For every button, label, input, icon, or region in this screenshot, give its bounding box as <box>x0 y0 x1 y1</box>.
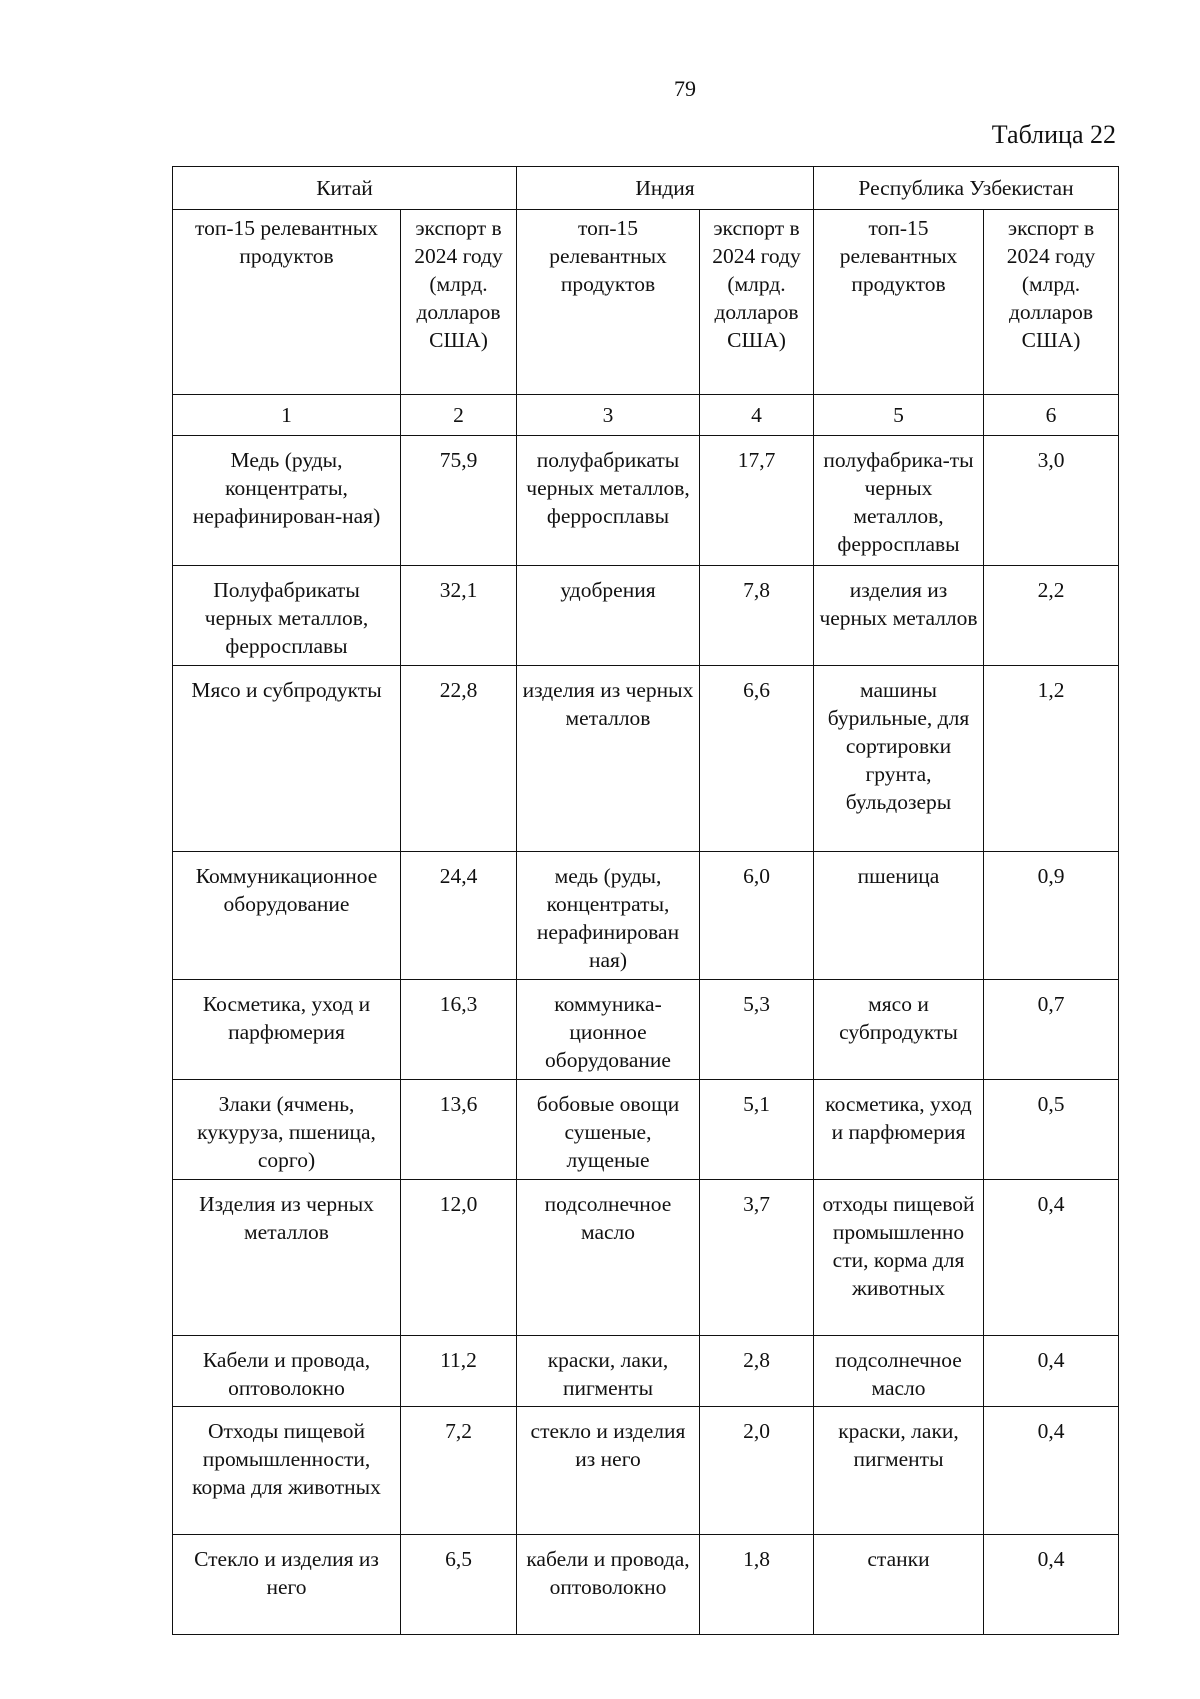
uzbekistan-value-cell: 1,2 <box>984 666 1119 852</box>
india-value-cell: 17,7 <box>700 436 814 566</box>
china-value-cell: 24,4 <box>401 852 517 980</box>
india-product-cell: полуфабрикаты черных металлов, ферросплавы <box>517 436 700 566</box>
china-value-cell: 75,9 <box>401 436 517 566</box>
china-product-cell: Изделия из черных металлов <box>173 1180 401 1336</box>
column-header-export: экспорт в 2024 году (млрд. долларов США) <box>984 210 1119 395</box>
india-value-cell: 1,8 <box>700 1535 814 1635</box>
table-row <box>173 1336 1119 1407</box>
column-number-row <box>173 395 1119 436</box>
uzbekistan-value-cell: 0,5 <box>984 1080 1119 1180</box>
china-product-cell: Мясо и субпродукты <box>173 666 401 852</box>
china-product-cell: Полуфабрикаты черных металлов, ферросплавы <box>173 566 401 666</box>
china-value-cell: 12,0 <box>401 1180 517 1336</box>
india-product-cell: стекло и изделия из него <box>517 1407 700 1535</box>
india-product-cell: кабели и провода, оптоволокно <box>517 1535 700 1635</box>
column-number: 2 <box>401 395 517 436</box>
india-product-cell: подсолнечное масло <box>517 1180 700 1336</box>
column-header-export: экспорт в 2024 году (млрд. долларов США) <box>700 210 814 395</box>
uzbekistan-product-cell: пшеница <box>814 852 984 980</box>
uzbekistan-product-cell: косметика, уход и парфюмерия <box>814 1080 984 1180</box>
uzbekistan-product-cell: станки <box>814 1535 984 1635</box>
india-value-cell: 2,8 <box>700 1336 814 1407</box>
india-product-cell: медь (руды, концентраты, нерафинирован ная) <box>517 852 700 980</box>
china-value-cell: 32,1 <box>401 566 517 666</box>
china-value-cell: 11,2 <box>401 1336 517 1407</box>
india-product-cell: краски, лаки, пигменты <box>517 1336 700 1407</box>
china-product-cell: Отходы пищевой промышленности, корма для животных <box>173 1407 401 1535</box>
page-number: 79 <box>674 76 696 101</box>
uzbekistan-value-cell: 0,4 <box>984 1180 1119 1336</box>
uzbekistan-product-cell: подсолнечное масло <box>814 1336 984 1407</box>
country-header-row <box>173 167 1119 210</box>
india-value-cell: 5,3 <box>700 980 814 1080</box>
table-row <box>173 666 1119 852</box>
china-product-cell: Кабели и провода, оптоволокно <box>173 1336 401 1407</box>
china-product-cell: Коммуникационное оборудование <box>173 852 401 980</box>
column-number: 5 <box>814 395 984 436</box>
export-table <box>172 166 1119 1635</box>
uzbekistan-value-cell: 2,2 <box>984 566 1119 666</box>
uzbekistan-product-cell: мясо и субпродукты <box>814 980 984 1080</box>
uzbekistan-product-cell: краски, лаки, пигменты <box>814 1407 984 1535</box>
column-number: 4 <box>700 395 814 436</box>
country-header-india: Индия <box>517 167 814 210</box>
column-header-products: топ-15 релевантных продуктов <box>173 210 401 395</box>
china-product-cell: Злаки (ячмень, кукуруза, пшеница, сорго) <box>173 1080 401 1180</box>
subheader-row <box>173 210 1119 395</box>
uzbekistan-value-cell: 3,0 <box>984 436 1119 566</box>
china-value-cell: 13,6 <box>401 1080 517 1180</box>
table-row <box>173 852 1119 980</box>
column-header-products: топ-15 релевантных продуктов <box>814 210 984 395</box>
column-header-export: экспорт в 2024 году (млрд. долларов США) <box>401 210 517 395</box>
column-number: 3 <box>517 395 700 436</box>
country-header-uzbekistan: Республика Узбекистан <box>814 167 1119 210</box>
uzbekistan-value-cell: 0,4 <box>984 1407 1119 1535</box>
uzbekistan-value-cell: 0,9 <box>984 852 1119 980</box>
india-product-cell: бобовые овощи сушеные, лущеные <box>517 1080 700 1180</box>
uzbekistan-value-cell: 0,4 <box>984 1535 1119 1635</box>
table-caption: Таблица 22 <box>991 120 1116 149</box>
uzbekistan-value-cell: 0,7 <box>984 980 1119 1080</box>
india-product-cell: коммуника-ционное оборудование <box>517 980 700 1080</box>
table-row <box>173 566 1119 666</box>
india-product-cell: удобрения <box>517 566 700 666</box>
uzbekistan-product-cell: отходы пищевой промышленно сти, корма для животных <box>814 1180 984 1336</box>
india-value-cell: 5,1 <box>700 1080 814 1180</box>
india-value-cell: 6,0 <box>700 852 814 980</box>
uzbekistan-product-cell: полуфабрика-ты черных металлов, ферросплавы <box>814 436 984 566</box>
column-number: 6 <box>984 395 1119 436</box>
column-header-products: топ-15 релевантных продуктов <box>517 210 700 395</box>
india-product-cell: изделия из черных металлов <box>517 666 700 852</box>
china-value-cell: 6,5 <box>401 1535 517 1635</box>
table-row <box>173 1080 1119 1180</box>
india-value-cell: 2,0 <box>700 1407 814 1535</box>
table-row <box>173 1180 1119 1336</box>
uzbekistan-product-cell: изделия из черных металлов <box>814 566 984 666</box>
india-value-cell: 6,6 <box>700 666 814 852</box>
uzbekistan-product-cell: машины бурильные, для сортировки грунта, бульдозеры <box>814 666 984 852</box>
china-value-cell: 16,3 <box>401 980 517 1080</box>
china-product-cell: Медь (руды, концентраты, нерафинирован-ная) <box>173 436 401 566</box>
column-number: 1 <box>173 395 401 436</box>
china-value-cell: 22,8 <box>401 666 517 852</box>
china-product-cell: Стекло и изделия из него <box>173 1535 401 1635</box>
table-row <box>173 436 1119 566</box>
table-row <box>173 1535 1119 1635</box>
india-value-cell: 3,7 <box>700 1180 814 1336</box>
uzbekistan-value-cell: 0,4 <box>984 1336 1119 1407</box>
china-product-cell: Косметика, уход и парфюмерия <box>173 980 401 1080</box>
table-row <box>173 980 1119 1080</box>
china-value-cell: 7,2 <box>401 1407 517 1535</box>
table-row <box>173 1407 1119 1535</box>
country-header-china: Китай <box>173 167 517 210</box>
india-value-cell: 7,8 <box>700 566 814 666</box>
